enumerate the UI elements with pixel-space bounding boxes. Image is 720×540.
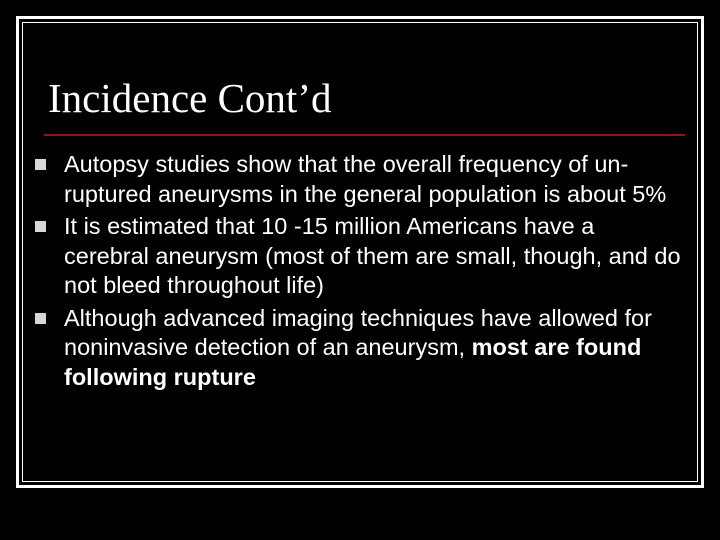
- square-bullet-icon: [35, 313, 46, 324]
- slide-title: Incidence Cont’d: [48, 75, 332, 121]
- bullet-text: Although advanced imaging techniques have allowed for noninvasive detection of an aneurysm,: [64, 304, 652, 360]
- square-bullet-icon: [35, 221, 46, 232]
- bullet-text: Autopsy studies show that the overall frequency of un-ruptured aneurysms in the general population is about 5%: [64, 151, 667, 207]
- bullet-text: It is estimated that 10 -15 million Americans have a cerebral aneurysm (most of them are small, though, and do not bleed throughout life): [64, 213, 681, 298]
- square-bullet-icon: [35, 159, 46, 170]
- bullet-item-autopsy: [32, 150, 682, 209]
- bullet-item-imaging: [32, 304, 682, 393]
- bullet-item-estimate: [32, 212, 682, 301]
- bullet-bold-text: most are found following rupture: [64, 334, 642, 390]
- title-divider: [44, 134, 685, 136]
- bullet-list: [32, 150, 682, 395]
